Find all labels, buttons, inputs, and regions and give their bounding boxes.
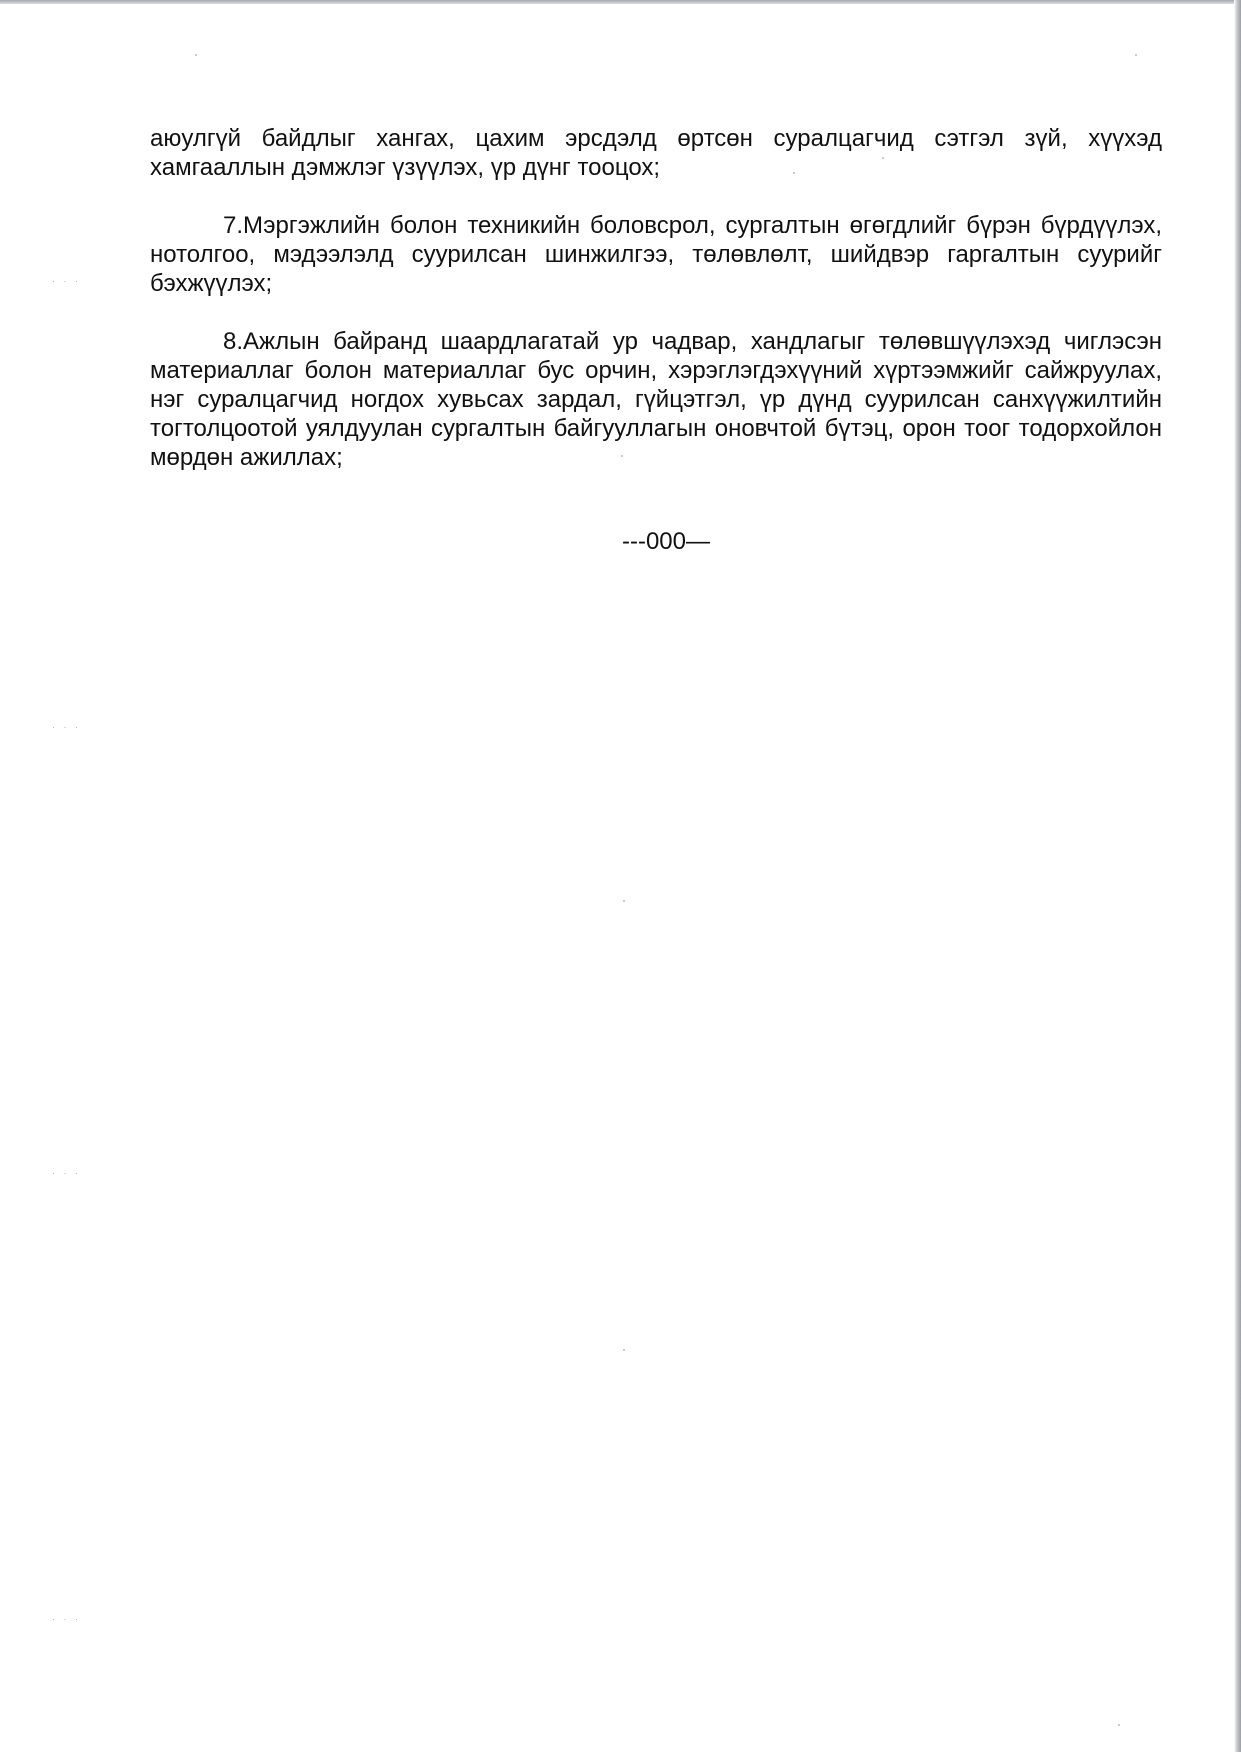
- closing-mark: ---000—: [621, 528, 711, 555]
- scan-speck: [1118, 1724, 1120, 1726]
- scan-edge-right: [1234, 0, 1241, 1752]
- document-body: [150, 124, 1162, 472]
- scan-speck: [623, 900, 625, 902]
- paragraph-8: 8.Ажлын байранд шаардлагатай ур чадвар, хандлагыг төлөвшүүлэхэд чиглэсэн материаллаг болон материаллаг бус орчин, хэрэглэгдэхүүний хүртээмжийг сайжруулах, нэг суралцагчид ногдох хувьсах зардал, гүйцэтгэл, үр дүнд суурилсан санхүүжилтийн тогтолцоотой уялдуулан сургалтын байгууллагын оновчтой бүтэц, орон тоог тодорхойлон мөрдөн ажиллах;: [150, 328, 1162, 471]
- margin-dots: · · ·: [52, 276, 81, 286]
- margin-dots: · · ·: [52, 722, 81, 732]
- scan-speck: [623, 1349, 625, 1351]
- scan-speck: [1135, 54, 1137, 56]
- scan-speck: [195, 54, 197, 56]
- margin-dots: · · ·: [52, 1614, 81, 1624]
- paragraph-7: 7.Мэргэжлийн болон техникийн боловсрол, сургалтын өгөгдлийг бүрэн бүрдүүлэх, нотолгоо, мэдээлэлд суурилсан шинжилгээ, төлөвлөлт, шийдвэр гаргалтын суурийг бэхжүүлэх;: [150, 212, 1162, 297]
- scan-edge-top: [0, 0, 1241, 4]
- paragraph-6-continuation: аюулгүй байдлыг хангах, цахим эрсдэлд өртсөн суралцагчид сэтгэл зүй, хүүхэд хамгааллын дэмжлэг үзүүлэх, үр дүнг тооцох;: [150, 125, 1162, 181]
- margin-dots: · · ·: [52, 1168, 81, 1178]
